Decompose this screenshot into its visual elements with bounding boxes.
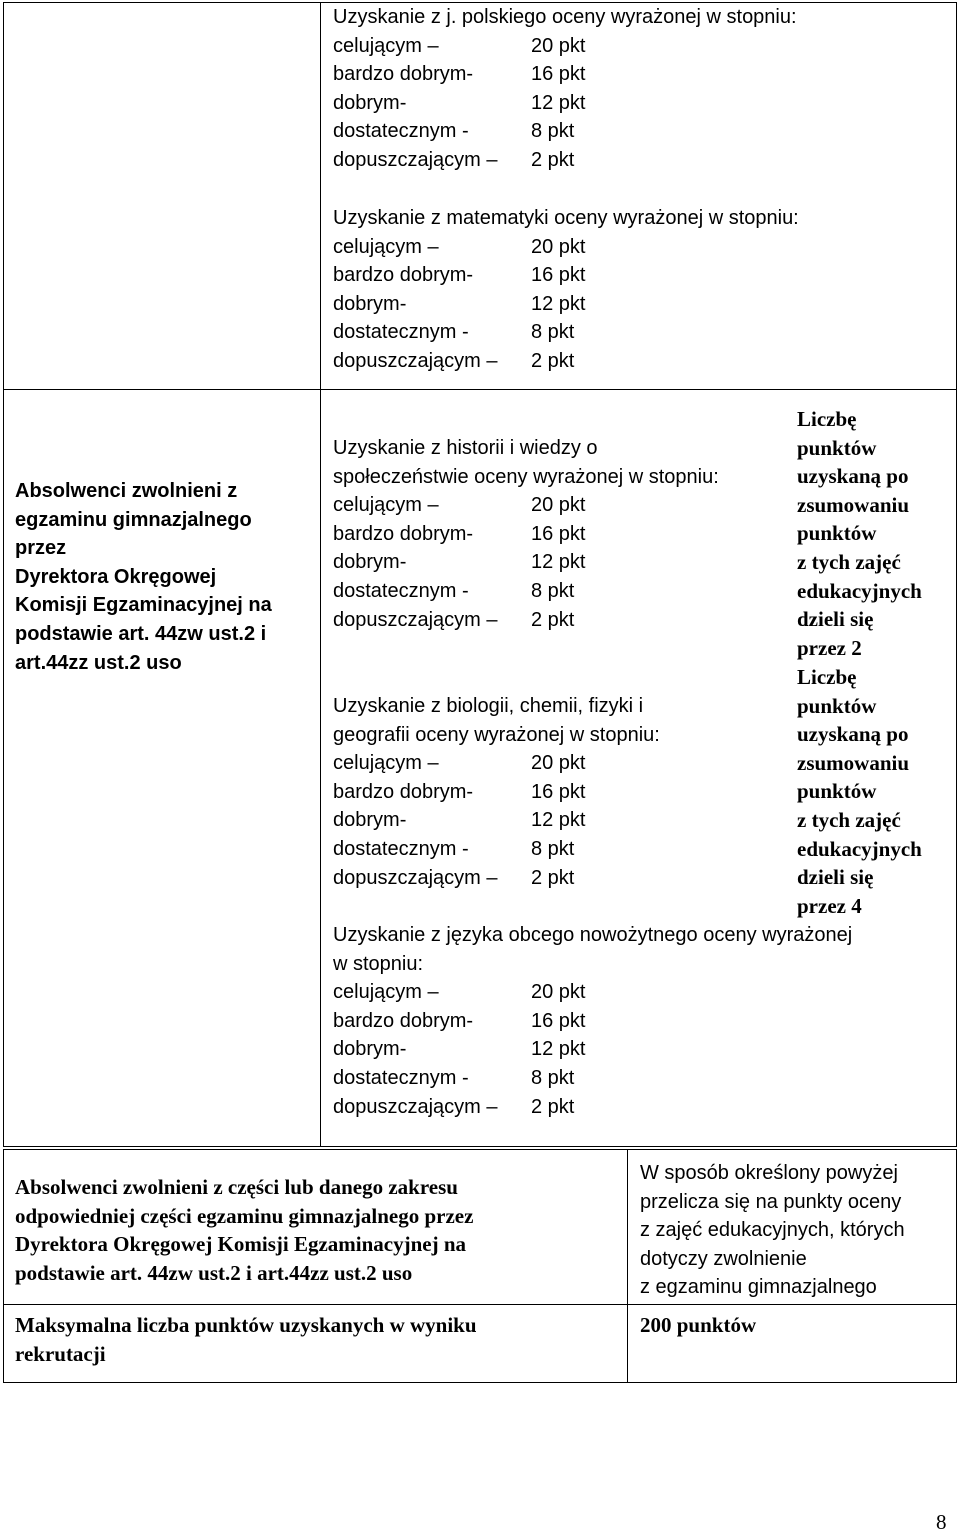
grade-row: celującym – 20 pkt [333,494,586,517]
grade-row: celującym – 20 pkt [333,235,586,258]
max-points-label: Maksymalna liczba punktów uzyskanych w wyniku rekrutacji [15,1313,477,1366]
math-header: Uzyskanie z matematyki oceny wyrażonej w stopniu: [333,207,799,229]
math-block [333,204,799,376]
grade-row: celującym – 20 pkt [333,981,586,1004]
science-header-line: geografii oceny wyrażonej w stopniu: [333,723,660,746]
table1-border-left [3,2,4,1147]
exempt-label: Absolwenci zwolnieni z egzaminu gimnazjalnego przez Dyrektora Okręgowej Komisji Egzaminacyjnej na podstawie art. 44zw ust.2 i art.44zz ust.2 uso [15,480,272,674]
page-number: 8 [936,1510,947,1534]
grade-row: bardzo dobrym- 16 pkt [333,522,586,545]
grade-row: bardzo dobrym- 16 pkt [333,1009,586,1032]
table1-border-bottom [3,1146,957,1147]
table2-border-bottom [3,1382,957,1383]
max-points-value: 200 punktów [640,1313,757,1337]
history-header-line: społeczeństwie oceny wyrażonej w stopniu: [333,465,719,488]
polish-block [333,3,797,175]
grade-row: bardzo dobrym- 16 pkt [333,780,586,803]
grade-row: dopuszczającym – 2 pkt [333,349,575,372]
grade-row: celującym – 20 pkt [333,34,586,57]
grade-row: dopuszczającym – 2 pkt [333,1095,575,1118]
partial-exempt-label: Absolwenci zwolnieni z części lub danego zakresu odpowiedniej części egzaminu gimnazjalnego przez Dyrektora Okręgowej Komisji Egzaminacyjnej na podstawie art. 44zw ust.2 i art.44zz ust.2 uso [15,1175,474,1285]
grade-row: dopuszczającym – 2 pkt [333,866,575,889]
grade-row: dostatecznym - 8 pkt [333,120,575,143]
grade-row: dobrym- 12 pkt [333,1038,586,1061]
grade-row: dostatecznym - 8 pkt [333,579,575,602]
polish-header: Uzyskanie z j. polskiego oceny wyrażonej w stopniu: [333,6,797,28]
grade-row: bardzo dobrym- 16 pkt [333,63,586,86]
grade-row: dobrym- 12 pkt [333,551,586,574]
history-block [333,434,719,634]
science-block [333,692,660,892]
grade-row: dopuszczającym – 2 pkt [333,608,575,631]
table2-row-divider [3,1304,957,1305]
grade-row: dostatecznym - 8 pkt [333,837,575,860]
table2-border-right [956,1149,957,1383]
grade-row: celującym – 20 pkt [333,752,586,775]
note-divide-by-4: Liczbę punktów uzyskaną po zsumowaniu punktów z tych zajęć edukacyjnych dzieli się przez 4 [797,665,922,918]
grade-row: bardzo dobrym- 16 pkt [333,264,586,287]
table1-column-divider [320,2,321,1147]
table1-row-divider [3,389,957,390]
table2-border-top [3,1149,957,1150]
grade-row: dobrym- 12 pkt [333,292,586,315]
grade-row: dopuszczającym – 2 pkt [333,148,575,171]
table2-border-left [3,1149,4,1383]
history-header-line: Uzyskanie z historii i wiedzy o [333,437,598,459]
grade-row: dostatecznym - 8 pkt [333,1066,575,1089]
table2-column-divider [627,1149,628,1383]
grade-row: dobrym- 12 pkt [333,809,586,832]
language-header-line: w stopniu: [333,952,424,975]
science-header-line: Uzyskanie z biologii, chemii, fizyki i [333,695,644,717]
table1-border-right [956,2,957,1147]
grade-row: dostatecznym - 8 pkt [333,321,575,344]
note-divide-by-2: Liczbę punktów uzyskaną po zsumowaniu punktów z tych zajęć edukacyjnych dzieli się przez 2 [797,407,922,660]
language-header-line: Uzyskanie z języka obcego nowożytnego oceny wyrażonej [333,924,853,946]
grade-row: dobrym- 12 pkt [333,91,586,114]
language-block [333,921,852,1121]
partial-exempt-value: W sposób określony powyżej przelicza się na punkty oceny z zajęć edukacyjnych, których dotyczy zwolnienie z egzaminu gimnazjalnego [640,1162,905,1299]
